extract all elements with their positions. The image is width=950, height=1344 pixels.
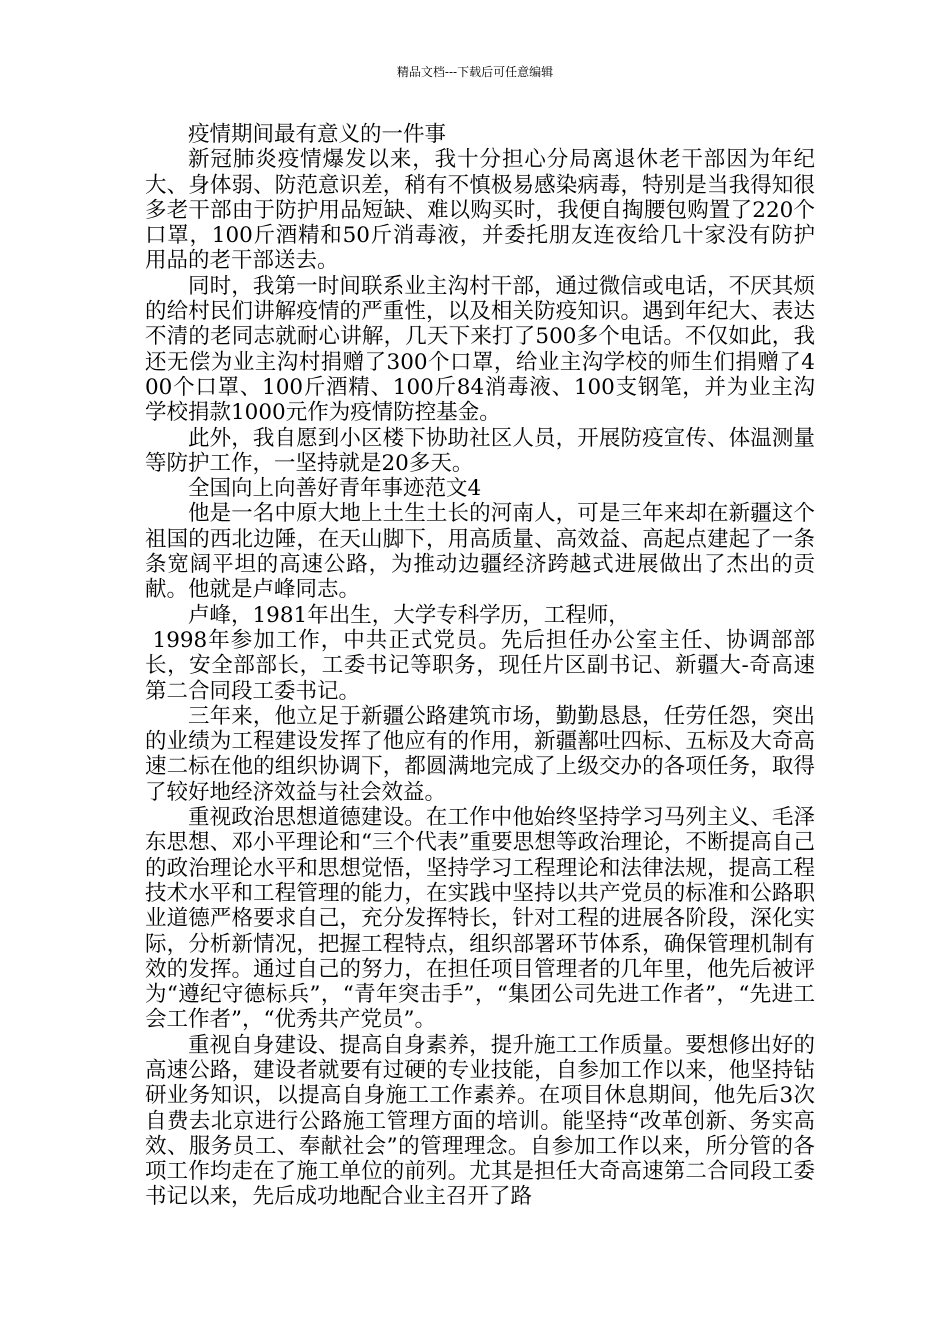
paragraph-heading: 全国向上向善好青年事迹范文4 [188,476,482,502]
paragraph: 三年来，他立足于新疆公路建筑市场，勤勤恳恳，任劳任怨，突出的业绩为工程建设发挥了他应有的作用，新疆鄯吐四标、五标及大奇高速二标在他的组织协调下，都圆满地完成了上级交办的各项任务，取得了较好地经济效益与社会效益。 [145,703,815,805]
paragraph: 新冠肺炎疫情爆发以来，我十分担心分局离退休老干部因为年纪大、身体弱、防范意识差，稍有不慎极易感染病毒，特别是当我得知很多老干部由于防护用品短缺、难以购买时，我便自掏腰包购置了220个口罩，100斤酒精和50斤消毒液，并委托朋友连夜给几十家没有防护用品的老干部送去。 [145,147,815,274]
paragraph: 重视政治思想道德建设。在工作中他始终坚持学习马列主义、毛泽东思想、邓小平理论和“三个代表”重要思想等政治理论，不断提高自己的政治理论水平和思想觉悟，坚持学习工程理论和法律法规，提高工程技术水平和工程管理的能力，在实践中坚持以共产党员的标准和公路职业道德严格要求自己，充分发挥特长，针对工程的进展各阶段，深化实际，分析新情况，把握工程特点，组织部署环节体系，确保管理机制有效的发挥。通过自己的努力，在担任项目管理者的几年里，他先后被评为“遵纪守德标兵”，“青年突击手”，“集团公司先进工作者”，“先进工会工作者”，“优秀共产党员”。 [145,805,815,1033]
paragraph-title: 疫情期间最有意义的一件事 [188,122,447,147]
paragraph: 同时，我第一时间联系业主沟村干部，通过微信或电话，不厌其烦的给村民们讲解疫情的严重性，以及相关防疫知识。遇到年纪大、表达不清的老同志就耐心讲解，几天下来打了500多个电话。不仅如此，我还无偿为业主沟村捐赠了300个口罩，给业主沟学校的师生们捐赠了400个口罩、100斤酒精、100斤84消毒液、100支钢笔，并为业主沟学校捐款1000元作为疫情防控基金。 [145,273,815,426]
page-header: 精品文档---下载后可任意编辑 [396,65,554,79]
document-body [145,122,815,1210]
paragraph: 1998年参加工作，中共正式党员。先后担任办公室主任、协调部部长，安全部部长，工委书记等职务，现任片区副书记、新疆大-奇高速第二合同段工委书记。 [145,627,815,704]
paragraph: 重视自身建设、提高自身素养，提升施工工作质量。要想修出好的高速公路，建设者就要有过硬的专业技能，自参加工作以来，他坚持钻研业务知识，以提高自身施工工作素养。在项目休息期间，他先后3次自费去北京进行公路施工管理方面的培训。能坚持“改革创新、务实高效、服务员工、奉献社会”的管理理念。自参加工作以来，所分管的各项工作均走在了施工单位的前列。尤其是担任大奇高速第二合同段工委书记以来，先后成功地配合业主召开了路 [145,1032,815,1210]
paragraph: 卢峰，1981年出生，大学专科学历，工程师， [188,602,630,628]
paragraph: 此外，我自愿到小区楼下协助社区人员，开展防疫宣传、体温测量等防护工作，一坚持就是20多天。 [145,425,815,476]
paragraph: 他是一名中原大地上土生土长的河南人，可是三年来却在新疆这个祖国的西北边陲，在天山脚下，用高质量、高效益、高起点建起了一条条宽阔平坦的高速公路，为推动边疆经济跨越式进展做出了杰出的贡献。他就是卢峰同志。 [145,501,815,603]
